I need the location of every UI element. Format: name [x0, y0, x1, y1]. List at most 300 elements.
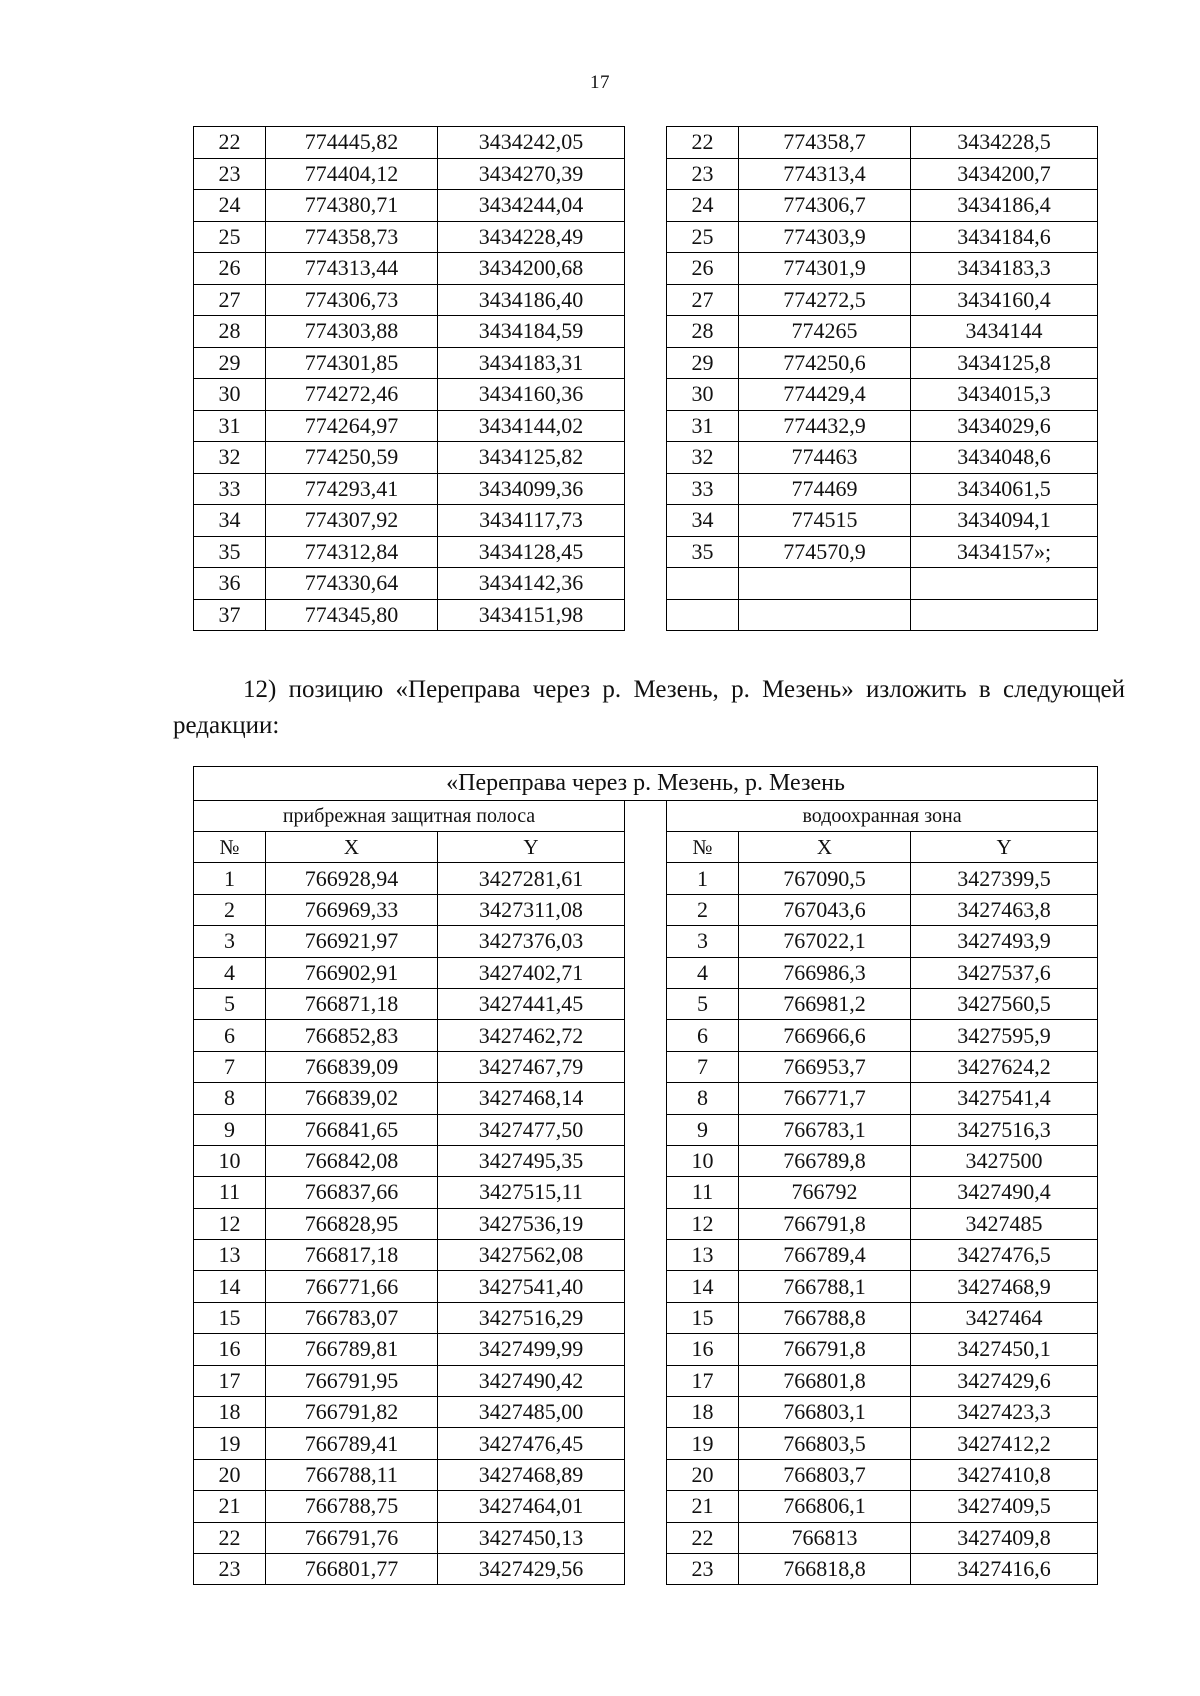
left-number-cell: 14: [194, 1271, 266, 1302]
left-number-cell: 36: [194, 568, 266, 600]
right-y-cell: 3427410,8: [911, 1459, 1098, 1490]
left-number-cell: 1: [194, 863, 266, 894]
table-row: [194, 957, 1098, 988]
table-gap: [625, 284, 667, 316]
table-gap: [625, 926, 667, 957]
right-number-cell: 24: [667, 190, 739, 222]
right-x-cell: 774303,9: [739, 221, 911, 253]
right-number-cell: 8: [667, 1083, 739, 1114]
table-gap: [625, 316, 667, 348]
right-number-cell: 32: [667, 442, 739, 474]
left-y-cell: 3427515,11: [438, 1177, 625, 1208]
right-y-cell: 3434186,4: [911, 190, 1098, 222]
left-number-cell: 32: [194, 442, 266, 474]
right-number-cell: 5: [667, 988, 739, 1019]
table-gap: [625, 442, 667, 474]
right-x-cell: 766792: [739, 1177, 911, 1208]
left-number-cell: 8: [194, 1083, 266, 1114]
right-y-cell: 3434125,8: [911, 347, 1098, 379]
right-number-cell: 17: [667, 1365, 739, 1396]
right-y-cell: 3434048,6: [911, 442, 1098, 474]
right-number-cell: 21: [667, 1491, 739, 1522]
right-number-cell: 34: [667, 505, 739, 537]
left-number-cell: 2: [194, 894, 266, 925]
right-number-cell: 30: [667, 379, 739, 411]
right-y-cell: 3427416,6: [911, 1553, 1098, 1584]
left-number-cell: 19: [194, 1428, 266, 1459]
left-x-cell: 774313,44: [266, 253, 438, 285]
left-x-cell: 774445,82: [266, 127, 438, 159]
left-x-cell: 766771,66: [266, 1271, 438, 1302]
right-y-cell: 3434160,4: [911, 284, 1098, 316]
table-gap: [625, 505, 667, 537]
right-y-cell: 3427595,9: [911, 1020, 1098, 1051]
left-y-cell: 3427464,01: [438, 1491, 625, 1522]
table-row: [194, 158, 1098, 190]
right-y-cell: 3427493,9: [911, 926, 1098, 957]
right-x-cell: 766986,3: [739, 957, 911, 988]
left-x-cell: 766791,76: [266, 1522, 438, 1553]
left-y-cell: 3434160,36: [438, 379, 625, 411]
table-gap: [625, 1491, 667, 1522]
left-number-cell: 11: [194, 1177, 266, 1208]
right-number-cell: 1: [667, 863, 739, 894]
right-x-cell: 766818,8: [739, 1553, 911, 1584]
right-number-cell: 29: [667, 347, 739, 379]
right-x-cell: 766771,7: [739, 1083, 911, 1114]
left-number-cell: 20: [194, 1459, 266, 1490]
right-y-cell: 3427516,3: [911, 1114, 1098, 1145]
right-x-cell: 774265: [739, 316, 911, 348]
right-number-cell: 4: [667, 957, 739, 988]
right-number-cell: 23: [667, 158, 739, 190]
coordinates-table-continued: [193, 126, 1098, 631]
left-y-cell: 3427468,89: [438, 1459, 625, 1490]
right-x-cell: 774469: [739, 473, 911, 505]
table-row: [194, 347, 1098, 379]
table-gap: [625, 1240, 667, 1271]
left-number-cell: 23: [194, 158, 266, 190]
right-y-cell: 3434200,7: [911, 158, 1098, 190]
left-y-cell: 3434183,31: [438, 347, 625, 379]
right-x-cell: 774515: [739, 505, 911, 537]
right-y-cell: 3434184,6: [911, 221, 1098, 253]
left-number-cell: 29: [194, 347, 266, 379]
left-x-cell: 774358,73: [266, 221, 438, 253]
right-x-cell: 766788,1: [739, 1271, 911, 1302]
right-x-cell: 767022,1: [739, 926, 911, 957]
left-y-cell: 3434200,68: [438, 253, 625, 285]
table-row: [194, 536, 1098, 568]
right-x-cell: 774250,6: [739, 347, 911, 379]
left-x-cell: 766842,08: [266, 1145, 438, 1176]
right-number-cell: 22: [667, 127, 739, 159]
column-header-x: X: [739, 832, 911, 863]
right-x-cell: 766789,4: [739, 1240, 911, 1271]
right-x-cell: 774272,5: [739, 284, 911, 316]
left-y-cell: 3427281,61: [438, 863, 625, 894]
left-x-cell: 766839,02: [266, 1083, 438, 1114]
column-header-x: X: [266, 832, 438, 863]
right-y-cell: 3427468,9: [911, 1271, 1098, 1302]
table-row: [194, 1428, 1098, 1459]
right-y-cell: 3427500: [911, 1145, 1098, 1176]
right-number-cell: 20: [667, 1459, 739, 1490]
table-gap: [625, 1334, 667, 1365]
left-y-cell: 3434184,59: [438, 316, 625, 348]
left-number-cell: 27: [194, 284, 266, 316]
left-x-cell: 774307,92: [266, 505, 438, 537]
right-x-cell: 774570,9: [739, 536, 911, 568]
left-x-cell: 766921,97: [266, 926, 438, 957]
left-y-cell: 3434125,82: [438, 442, 625, 474]
table-gap: [625, 599, 667, 631]
table-gap: [625, 1208, 667, 1239]
left-x-cell: 774250,59: [266, 442, 438, 474]
left-y-cell: 3427311,08: [438, 894, 625, 925]
left-x-cell: 766837,66: [266, 1177, 438, 1208]
left-number-cell: 10: [194, 1145, 266, 1176]
right-number-cell: 16: [667, 1334, 739, 1365]
table-gap: [625, 127, 667, 159]
left-number-cell: 9: [194, 1114, 266, 1145]
table-gap: [625, 568, 667, 600]
table-gap: [625, 221, 667, 253]
left-y-cell: 3434099,36: [438, 473, 625, 505]
left-x-cell: 774380,71: [266, 190, 438, 222]
table-row: [194, 1491, 1098, 1522]
left-y-cell: 3434270,39: [438, 158, 625, 190]
right-number-cell: 13: [667, 1240, 739, 1271]
right-x-cell: 766806,1: [739, 1491, 911, 1522]
right-y-cell: 3427624,2: [911, 1051, 1098, 1082]
left-x-cell: 766783,07: [266, 1302, 438, 1333]
table-gap: [625, 1553, 667, 1584]
table-row: [194, 473, 1098, 505]
left-x-cell: 774306,73: [266, 284, 438, 316]
left-x-cell: 766928,94: [266, 863, 438, 894]
table-row: [194, 1365, 1098, 1396]
amendment-instruction: 12) позицию «Переправа через р. Мезень, р. Мезень» изложить в следующей редакции:: [173, 676, 1125, 739]
table-gap: [625, 379, 667, 411]
column-header-y: Y: [911, 832, 1098, 863]
table-gap: [625, 158, 667, 190]
left-number-cell: 3: [194, 926, 266, 957]
right-x-cell: 766783,1: [739, 1114, 911, 1145]
table-gap: [625, 1145, 667, 1176]
right-number-cell: 9: [667, 1114, 739, 1145]
column-header-number: №: [667, 832, 739, 863]
right-number-cell: [667, 599, 739, 631]
table-gap: [625, 253, 667, 285]
right-y-cell: 3427399,5: [911, 863, 1098, 894]
left-number-cell: 6: [194, 1020, 266, 1051]
right-x-cell: 766981,2: [739, 988, 911, 1019]
table-gap: [625, 1459, 667, 1490]
table-body: [194, 127, 1098, 631]
right-y-cell: 3427429,6: [911, 1365, 1098, 1396]
right-number-cell: 12: [667, 1208, 739, 1239]
table-row: [194, 127, 1098, 159]
table-row: [194, 1051, 1098, 1082]
left-y-cell: 3434244,04: [438, 190, 625, 222]
right-y-cell: 3427450,1: [911, 1334, 1098, 1365]
right-number-cell: 28: [667, 316, 739, 348]
right-x-cell: 774463: [739, 442, 911, 474]
right-y-cell: 3427423,3: [911, 1397, 1098, 1428]
left-x-cell: 766788,75: [266, 1491, 438, 1522]
left-y-cell: 3427450,13: [438, 1522, 625, 1553]
left-number-cell: 35: [194, 536, 266, 568]
table-gap: [625, 863, 667, 894]
coastal-protective-strip-header: прибрежная защитная полоса: [194, 801, 625, 832]
left-x-cell: 774345,80: [266, 599, 438, 631]
table-gap: [625, 190, 667, 222]
left-number-cell: 25: [194, 221, 266, 253]
left-x-cell: 774272,46: [266, 379, 438, 411]
table-gap: [625, 410, 667, 442]
left-y-cell: 3427485,00: [438, 1397, 625, 1428]
table-gap: [625, 1114, 667, 1145]
table-row: [194, 599, 1098, 631]
right-number-cell: 15: [667, 1302, 739, 1333]
right-x-cell: 766803,7: [739, 1459, 911, 1490]
left-number-cell: 30: [194, 379, 266, 411]
right-number-cell: 18: [667, 1397, 739, 1428]
table-row: [194, 316, 1098, 348]
left-x-cell: 766871,18: [266, 988, 438, 1019]
left-y-cell: 3434142,36: [438, 568, 625, 600]
left-x-cell: 766852,83: [266, 1020, 438, 1051]
right-x-cell: 766791,8: [739, 1334, 911, 1365]
right-y-cell: 3427541,4: [911, 1083, 1098, 1114]
table-gap: [625, 347, 667, 379]
right-x-cell: 767090,5: [739, 863, 911, 894]
left-x-cell: 766791,95: [266, 1365, 438, 1396]
table-gap: [625, 1302, 667, 1333]
left-number-cell: 21: [194, 1491, 266, 1522]
right-number-cell: 19: [667, 1428, 739, 1459]
left-x-cell: 774293,41: [266, 473, 438, 505]
right-y-cell: 3434157»;: [911, 536, 1098, 568]
left-x-cell: 766828,95: [266, 1208, 438, 1239]
right-x-cell: 766789,8: [739, 1145, 911, 1176]
right-y-cell: 3427412,2: [911, 1428, 1098, 1459]
right-number-cell: 11: [667, 1177, 739, 1208]
right-number-cell: 2: [667, 894, 739, 925]
table-row: [194, 379, 1098, 411]
right-x-cell: 774301,9: [739, 253, 911, 285]
left-y-cell: 3427562,08: [438, 1240, 625, 1271]
right-number-cell: 6: [667, 1020, 739, 1051]
table-row: [194, 1020, 1098, 1051]
left-number-cell: 26: [194, 253, 266, 285]
right-x-cell: 774306,7: [739, 190, 911, 222]
table-row: [194, 284, 1098, 316]
right-x-cell: 774432,9: [739, 410, 911, 442]
page-number: 17: [590, 72, 610, 93]
table-row: [194, 926, 1098, 957]
table-row: [194, 1240, 1098, 1271]
right-y-cell: 3427485: [911, 1208, 1098, 1239]
right-number-cell: 7: [667, 1051, 739, 1082]
left-number-cell: 17: [194, 1365, 266, 1396]
left-x-cell: 766791,82: [266, 1397, 438, 1428]
table-row: [194, 1145, 1098, 1176]
left-y-cell: 3427462,72: [438, 1020, 625, 1051]
left-number-cell: 23: [194, 1553, 266, 1584]
table-row: [194, 1302, 1098, 1333]
table-gap: [625, 988, 667, 1019]
left-x-cell: 766789,81: [266, 1334, 438, 1365]
left-y-cell: 3427476,45: [438, 1428, 625, 1459]
right-y-cell: 3434144: [911, 316, 1098, 348]
right-y-cell: 3434061,5: [911, 473, 1098, 505]
table-gap: [625, 1083, 667, 1114]
table-gap: [625, 801, 667, 863]
right-y-cell: 3434029,6: [911, 410, 1098, 442]
table-gap: [625, 1397, 667, 1428]
table-row: [194, 1083, 1098, 1114]
table-row: [194, 1522, 1098, 1553]
left-number-cell: 24: [194, 190, 266, 222]
right-y-cell: 3427490,4: [911, 1177, 1098, 1208]
table-row: [194, 1397, 1098, 1428]
right-y-cell: 3427409,8: [911, 1522, 1098, 1553]
left-y-cell: 3427490,42: [438, 1365, 625, 1396]
column-header-y: Y: [438, 832, 625, 863]
left-number-cell: 13: [194, 1240, 266, 1271]
table-gap: [625, 1522, 667, 1553]
table-gap: [625, 894, 667, 925]
left-y-cell: 3434186,40: [438, 284, 625, 316]
right-y-cell: [911, 599, 1098, 631]
coordinates-table-mezen-crossing: [193, 766, 1098, 1585]
column-header-number: №: [194, 832, 266, 863]
right-number-cell: 22: [667, 1522, 739, 1553]
left-x-cell: 766902,91: [266, 957, 438, 988]
right-x-cell: 766788,8: [739, 1302, 911, 1333]
table-row: [194, 505, 1098, 537]
right-x-cell: 766953,7: [739, 1051, 911, 1082]
right-number-cell: 26: [667, 253, 739, 285]
right-y-cell: 3427409,5: [911, 1491, 1098, 1522]
right-x-cell: 766966,6: [739, 1020, 911, 1051]
right-x-cell: 767043,6: [739, 894, 911, 925]
table-row: [194, 1208, 1098, 1239]
left-y-cell: 3427499,99: [438, 1334, 625, 1365]
table-row: [194, 221, 1098, 253]
table-row: [194, 1177, 1098, 1208]
left-number-cell: 7: [194, 1051, 266, 1082]
left-number-cell: 34: [194, 505, 266, 537]
left-y-cell: 3427541,40: [438, 1271, 625, 1302]
left-x-cell: 766788,11: [266, 1459, 438, 1490]
right-x-cell: 774313,4: [739, 158, 911, 190]
right-x-cell: 766803,5: [739, 1428, 911, 1459]
table-row: [194, 1459, 1098, 1490]
table-row: [194, 442, 1098, 474]
left-y-cell: 3427429,56: [438, 1553, 625, 1584]
left-y-cell: 3427495,35: [438, 1145, 625, 1176]
table-gap: [625, 1428, 667, 1459]
table-row: [194, 568, 1098, 600]
table-gap: [625, 536, 667, 568]
left-y-cell: 3434117,73: [438, 505, 625, 537]
table-row: [194, 190, 1098, 222]
left-y-cell: 3434228,49: [438, 221, 625, 253]
left-x-cell: 766817,18: [266, 1240, 438, 1271]
left-y-cell: 3434128,45: [438, 536, 625, 568]
right-number-cell: 25: [667, 221, 739, 253]
left-y-cell: 3427376,03: [438, 926, 625, 957]
left-x-cell: 766801,77: [266, 1553, 438, 1584]
table-gap: [625, 1365, 667, 1396]
right-x-cell: 766791,8: [739, 1208, 911, 1239]
left-y-cell: 3427467,79: [438, 1051, 625, 1082]
left-y-cell: 3434144,02: [438, 410, 625, 442]
right-y-cell: 3427464: [911, 1302, 1098, 1333]
right-x-cell: [739, 568, 911, 600]
right-x-cell: 774358,7: [739, 127, 911, 159]
right-x-cell: 766801,8: [739, 1365, 911, 1396]
table-gap: [625, 1020, 667, 1051]
left-number-cell: 12: [194, 1208, 266, 1239]
table-gap: [625, 1271, 667, 1302]
left-x-cell: 766789,41: [266, 1428, 438, 1459]
table-gap: [625, 1051, 667, 1082]
left-y-cell: 3434242,05: [438, 127, 625, 159]
water-protection-zone-header: водоохранная зона: [667, 801, 1098, 832]
table-body: [194, 863, 1098, 1585]
left-x-cell: 766841,65: [266, 1114, 438, 1145]
left-x-cell: 774312,84: [266, 536, 438, 568]
left-x-cell: 774264,97: [266, 410, 438, 442]
table-row: [194, 1334, 1098, 1365]
right-y-cell: 3434228,5: [911, 127, 1098, 159]
right-y-cell: 3434183,3: [911, 253, 1098, 285]
right-x-cell: [739, 599, 911, 631]
left-y-cell: 3427441,45: [438, 988, 625, 1019]
right-y-cell: 3427560,5: [911, 988, 1098, 1019]
left-x-cell: 774301,85: [266, 347, 438, 379]
table-row: [194, 410, 1098, 442]
left-number-cell: 22: [194, 127, 266, 159]
left-x-cell: 766969,33: [266, 894, 438, 925]
table-gap: [625, 957, 667, 988]
left-y-cell: 3427477,50: [438, 1114, 625, 1145]
right-number-cell: 33: [667, 473, 739, 505]
table-row: [194, 1271, 1098, 1302]
left-y-cell: 3427468,14: [438, 1083, 625, 1114]
right-y-cell: 3434094,1: [911, 505, 1098, 537]
right-x-cell: 766813: [739, 1522, 911, 1553]
table-row: [194, 253, 1098, 285]
table-row: [194, 1114, 1098, 1145]
right-number-cell: 35: [667, 536, 739, 568]
right-number-cell: [667, 568, 739, 600]
right-y-cell: 3427463,8: [911, 894, 1098, 925]
left-x-cell: 774404,12: [266, 158, 438, 190]
right-number-cell: 23: [667, 1553, 739, 1584]
right-y-cell: 3434015,3: [911, 379, 1098, 411]
left-number-cell: 22: [194, 1522, 266, 1553]
left-x-cell: 774303,88: [266, 316, 438, 348]
left-number-cell: 18: [194, 1397, 266, 1428]
left-number-cell: 37: [194, 599, 266, 631]
right-number-cell: 3: [667, 926, 739, 957]
right-number-cell: 27: [667, 284, 739, 316]
